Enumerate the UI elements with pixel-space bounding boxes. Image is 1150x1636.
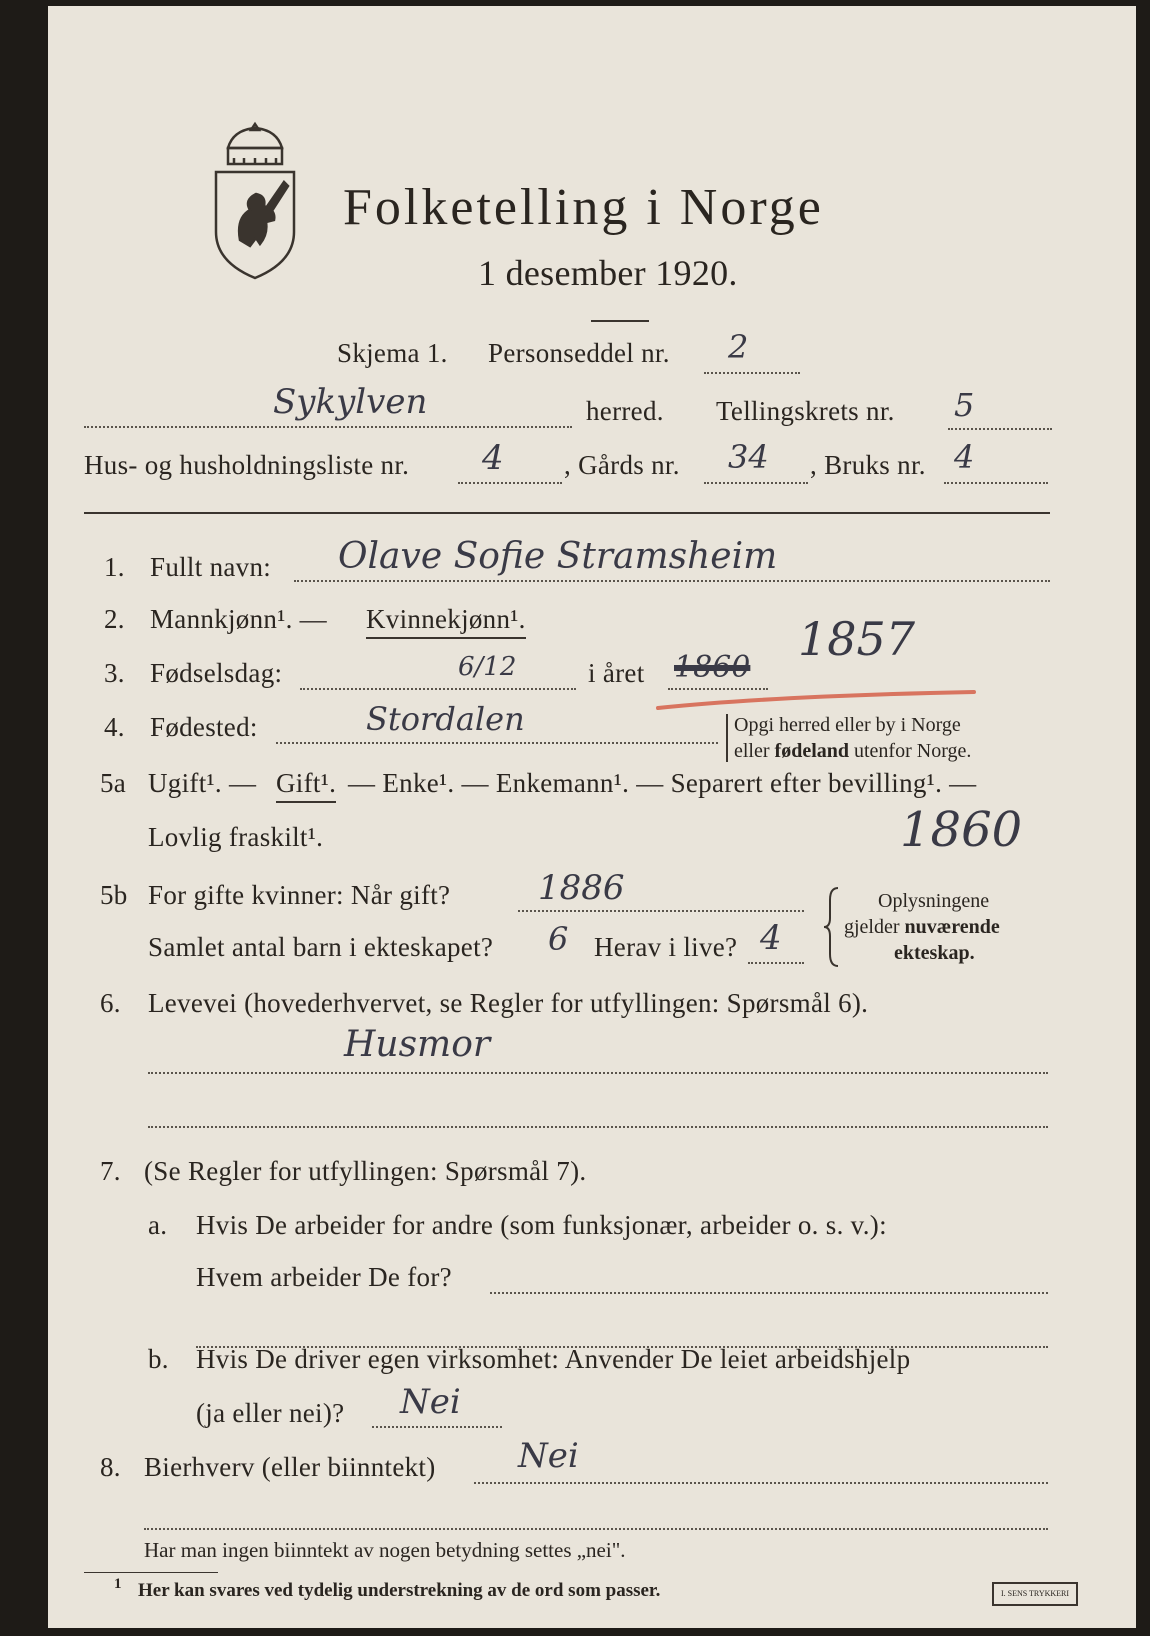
q5b-married-year[interactable]: 1886	[538, 868, 625, 908]
q6-line-2	[148, 1126, 1048, 1128]
q7a-letter: a.	[148, 1210, 168, 1240]
printer-stamp: I. SENS TRYKKERI	[992, 1582, 1078, 1606]
q2-female[interactable]: Kvinnekjønn¹.	[366, 604, 526, 639]
q1-full-name[interactable]: Olave Sofie Stramsheim	[338, 536, 778, 577]
hus-value[interactable]: 4	[482, 438, 504, 478]
q3-label: Fødselsdag:	[150, 658, 283, 688]
q5b-note-2	[844, 916, 1000, 939]
red-pencil-stroke	[654, 684, 984, 714]
q4-line	[276, 742, 718, 744]
q1-line	[294, 580, 1050, 582]
q5b-note-2a: gjelder	[844, 916, 905, 938]
footnote-text: Her kan svares ved tydelig understrekning av de ord som passer.	[138, 1580, 661, 1601]
footnote-divider	[84, 1572, 218, 1573]
personseddel-line	[704, 372, 800, 374]
bruks-label: , Bruks nr.	[810, 450, 926, 480]
q5b-children-label: Samlet antal barn i ekteskapet?	[148, 932, 494, 962]
q2-male: Mannkjønn¹. —	[150, 604, 327, 634]
q4-note-2	[734, 740, 971, 763]
q5b-alive-line	[748, 962, 804, 964]
q5b-number: 5b	[100, 880, 128, 910]
q7b-answer[interactable]: Nei	[400, 1382, 461, 1422]
title-divider	[591, 320, 649, 322]
tellingskrets-label: Tellingskrets nr.	[716, 396, 895, 426]
q4-note-1: Opgi herred eller by i Norge	[734, 714, 961, 736]
bruks-line	[944, 482, 1048, 484]
tellingskrets-line	[948, 428, 1052, 430]
q8-label: Bierhverv (eller biinntekt)	[144, 1452, 436, 1482]
hus-label: Hus- og husholdningsliste nr.	[84, 450, 410, 480]
q5b-married-line	[518, 910, 804, 912]
bruks-value[interactable]: 4	[954, 438, 975, 476]
gards-label: , Gårds nr.	[564, 450, 680, 480]
q7b-line	[372, 1426, 502, 1428]
q3-number: 3.	[104, 658, 125, 688]
form-title: Folketelling i Norge	[343, 179, 824, 236]
q7-label: (Se Regler for utfyllingen: Spørsmål 7).	[144, 1156, 587, 1186]
q2-number: 2.	[104, 604, 125, 634]
census-form	[48, 6, 1136, 1628]
q4-note-2b: fødeland	[774, 740, 849, 762]
q8-number: 8.	[100, 1452, 121, 1482]
q4-bracket	[726, 714, 728, 762]
q6-occupation[interactable]: Husmor	[344, 1024, 491, 1065]
q5b-label: For gifte kvinner: Når gift?	[148, 880, 451, 910]
q4-label: Fødested:	[150, 712, 258, 742]
q7a-question: Hvem arbeider De for?	[196, 1262, 452, 1292]
q4-number: 4.	[104, 712, 125, 742]
herred-line	[84, 426, 572, 428]
q5a-options: — Enke¹. — Enkemann¹. — Separert efter bevilling¹. —	[348, 768, 977, 798]
q5b-alive-label: Herav i live?	[594, 932, 738, 962]
gards-value[interactable]: 34	[728, 438, 769, 476]
q5b-curly-brace	[822, 886, 842, 968]
q7b-letter: b.	[148, 1344, 169, 1374]
q4-note-2a: eller	[734, 740, 775, 762]
q6-line-1	[148, 1072, 1048, 1074]
q3-year-label: i året	[588, 658, 645, 688]
herred-value[interactable]: Sykylven	[273, 382, 428, 422]
gards-line	[704, 482, 808, 484]
hus-line	[458, 482, 562, 484]
q8-answer[interactable]: Nei	[518, 1436, 579, 1476]
q6-number: 6.	[100, 988, 121, 1018]
q3-struck-year: 1860	[674, 650, 751, 685]
q3-day-line	[300, 688, 576, 690]
q5b-note-1: Oplysningene	[878, 890, 990, 912]
q6-label: Levevei (hovederhvervet, se Regler for utfyllingen: Spørsmål 6).	[148, 988, 869, 1018]
q8-line-1	[474, 1482, 1048, 1484]
q5a-ugift: Ugift¹. —	[148, 768, 257, 798]
q5a-gift[interactable]: Gift¹.	[276, 768, 336, 803]
q3-birth-year[interactable]: 1857	[798, 612, 916, 666]
herred-label: herred.	[586, 396, 664, 426]
q7b-question: (ja eller nei)?	[196, 1398, 345, 1428]
q7b-text: Hvis De driver egen virksomhet: Anvender De leiet arbeidshjelp	[196, 1344, 911, 1374]
q1-label: Fullt navn:	[150, 552, 272, 582]
footer-note: Har man ingen biinntekt av nogen betydning settes „nei".	[144, 1538, 626, 1562]
personseddel-value[interactable]: 2	[728, 328, 749, 366]
q4-note-2c: utenfor Norge.	[849, 740, 972, 762]
personseddel-label: Personseddel nr.	[488, 338, 670, 368]
skjema-label: Skjema 1.	[337, 338, 448, 368]
census-date: 1 desember 1920.	[478, 253, 738, 293]
tellingskrets-value[interactable]: 5	[954, 386, 975, 424]
q5a-number: 5a	[100, 768, 127, 798]
q4-birthplace[interactable]: Stordalen	[366, 700, 525, 738]
header-divider	[84, 512, 1050, 514]
q7a-line-1	[490, 1292, 1048, 1294]
q8-line-2	[144, 1528, 1048, 1530]
q5b-note-3: ekteskap.	[894, 942, 975, 964]
footnote-number: 1	[114, 1576, 122, 1592]
q5b-note-2b: nuværende	[904, 916, 1000, 938]
q5a-margin-year[interactable]: 1860	[900, 802, 1023, 858]
q1-number: 1.	[104, 552, 125, 582]
q5b-alive[interactable]: 4	[760, 918, 782, 958]
q7-number: 7.	[100, 1156, 121, 1186]
norwegian-lion-crest-icon	[210, 120, 300, 282]
q5b-children[interactable]: 6	[548, 920, 569, 958]
q5a-line-2: Lovlig fraskilt¹.	[148, 822, 324, 852]
q7a-text: Hvis De arbeider for andre (som funksjonær, arbeider o. s. v.):	[196, 1210, 887, 1240]
q3-birthday[interactable]: 6/12	[458, 652, 517, 682]
